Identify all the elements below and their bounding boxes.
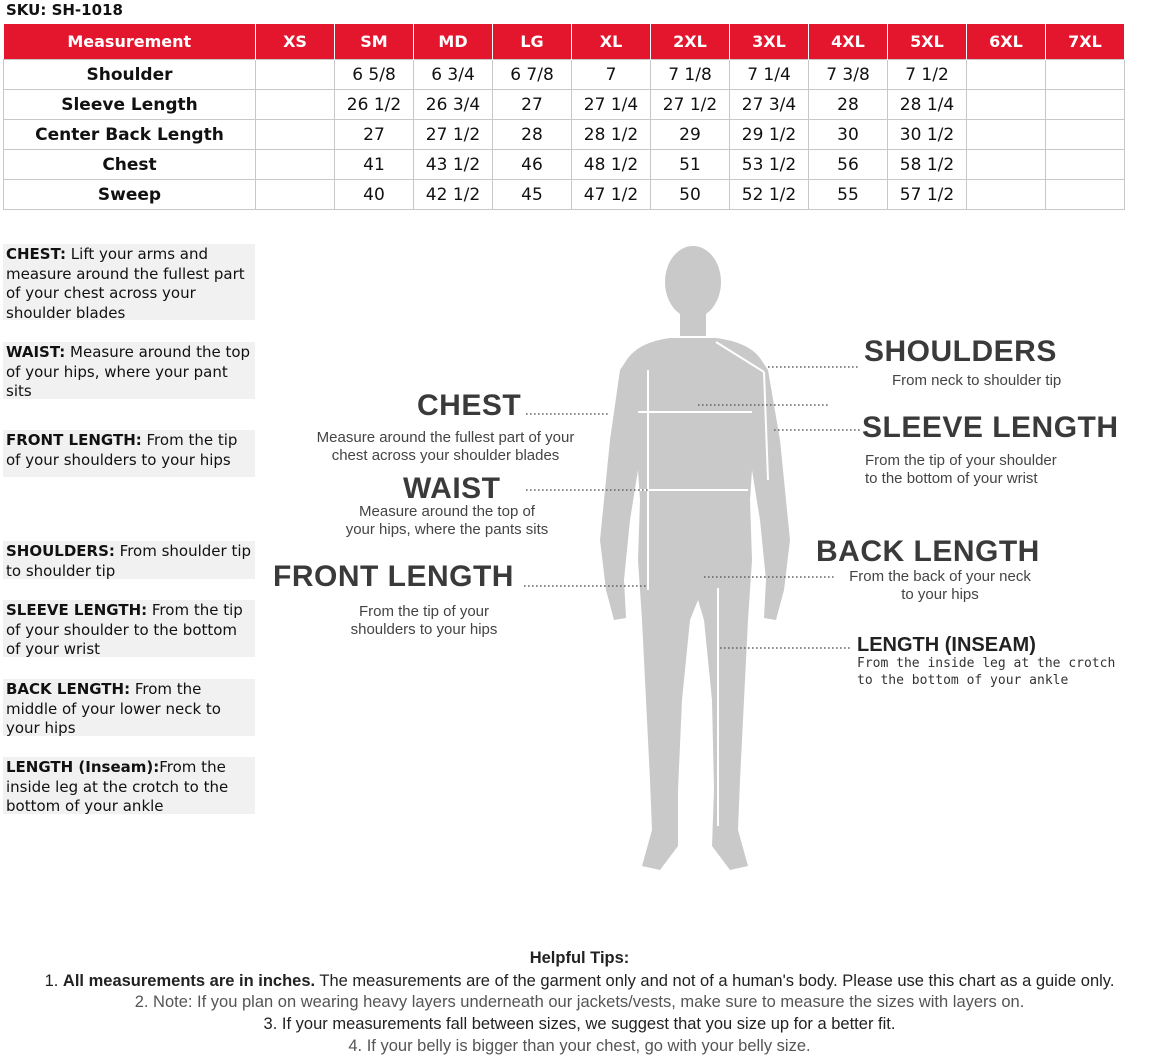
header-cell: 4XL	[809, 24, 888, 60]
table-row	[4, 120, 1125, 150]
tip-3: 3. If your measurements fall between sizes, we suggest that you size up for a better fit.	[263, 1015, 896, 1033]
figure-measure-guides	[638, 342, 768, 826]
header-cell: Measurement	[4, 24, 256, 60]
table-cell: 47 1/2	[572, 180, 651, 210]
waist-title: WAIST	[403, 472, 501, 505]
table-cell: 7	[572, 60, 651, 90]
guide-term: LENGTH (Inseam):	[6, 758, 160, 776]
tip-2: 2. Note: If you plan on wearing heavy layers underneath our jackets/vests, make sure to measure the sizes with layers on.	[134, 993, 1025, 1011]
table-cell: 28	[809, 90, 888, 120]
guide-term: WAIST:	[6, 343, 66, 361]
inseam-title: LENGTH (INSEAM)	[857, 634, 1036, 656]
table-cell: 53 1/2	[730, 150, 809, 180]
table-cell: 40	[335, 180, 414, 210]
guide-inseam	[3, 757, 255, 814]
table-cell: 7 1/2	[888, 60, 967, 90]
table-cell	[967, 60, 1046, 90]
waist-desc: Measure around the top of your hips, where the pants sits	[345, 503, 549, 538]
table-cell	[1046, 180, 1125, 210]
guide-term: CHEST:	[6, 245, 67, 263]
table-cell: 56	[809, 150, 888, 180]
table-cell: 28	[493, 120, 572, 150]
guide-text: From the tip of your shoulders to your hips	[6, 431, 238, 469]
table-cell: 57 1/2	[888, 180, 967, 210]
table-cell: 26 1/2	[335, 90, 414, 120]
table-cell	[967, 90, 1046, 120]
table-cell: 51	[651, 150, 730, 180]
guide-sleeve-length	[3, 600, 255, 657]
table-cell: 29 1/2	[730, 120, 809, 150]
guide-term: BACK LENGTH:	[6, 680, 131, 698]
table-cell: 7 3/8	[809, 60, 888, 90]
table-cell: 52 1/2	[730, 180, 809, 210]
table-cell	[1046, 60, 1125, 90]
inseam-desc: From the inside leg at the crotch to the bottom of your ankle	[857, 656, 1116, 688]
table-cell: 27 1/2	[414, 120, 493, 150]
shoulders-desc: From neck to shoulder tip	[892, 372, 1062, 389]
human-silhouette-icon	[600, 246, 790, 870]
tip-4: 4. If your belly is bigger than your chest, go with your belly size.	[348, 1037, 811, 1055]
table-cell	[967, 120, 1046, 150]
row-label: Sleeve Length	[4, 90, 256, 120]
chest-desc: Measure around the fullest part of your chest across your shoulder blades	[316, 429, 575, 464]
header-cell: SM	[335, 24, 414, 60]
table-cell: 26 3/4	[414, 90, 493, 120]
shoulders-title: SHOULDERS	[864, 335, 1057, 368]
table-cell: 48 1/2	[572, 150, 651, 180]
header-cell: 6XL	[967, 24, 1046, 60]
table-cell: 27 3/4	[730, 90, 809, 120]
row-label: Sweep	[4, 180, 256, 210]
table-cell: 41	[335, 150, 414, 180]
header-cell: 7XL	[1046, 24, 1125, 60]
table-cell	[967, 180, 1046, 210]
guide-term: FRONT LENGTH:	[6, 431, 142, 449]
guide-waist	[3, 342, 255, 399]
back-length-desc: From the back of your neck to your hips	[849, 568, 1031, 603]
back-length-title: BACK LENGTH	[816, 535, 1040, 568]
table-cell	[1046, 150, 1125, 180]
table-cell	[256, 60, 335, 90]
table-row	[4, 180, 1125, 210]
guide-text: From the tip of your shoulder to the bottom of your wrist	[6, 601, 243, 657]
guide-shoulders	[3, 541, 255, 579]
guide-chest	[3, 244, 255, 320]
table-cell	[256, 180, 335, 210]
table-cell: 27	[335, 120, 414, 150]
table-cell	[1046, 120, 1125, 150]
header-cell: 3XL	[730, 24, 809, 60]
table-cell: 46	[493, 150, 572, 180]
size-chart-table	[3, 24, 1125, 210]
table-cell: 27 1/2	[651, 90, 730, 120]
guide-text: Lift your arms and measure around the fullest part of your chest across your shoulder blades	[6, 245, 245, 320]
guide-front-length	[3, 430, 255, 477]
table-cell: 42 1/2	[414, 180, 493, 210]
table-cell: 6 7/8	[493, 60, 572, 90]
table-cell	[1046, 90, 1125, 120]
table-row	[4, 90, 1125, 120]
table-row	[4, 150, 1125, 180]
guide-text: Measure around the top of your hips, where your pant sits	[6, 343, 251, 399]
chest-title: CHEST	[417, 389, 522, 422]
header-cell: XL	[572, 24, 651, 60]
header-cell: 5XL	[888, 24, 967, 60]
sleeve-title: SLEEVE LENGTH	[862, 411, 1119, 444]
table-cell: 28 1/4	[888, 90, 967, 120]
table-cell: 58 1/2	[888, 150, 967, 180]
table-row	[4, 60, 1125, 90]
table-cell: 27	[493, 90, 572, 120]
table-cell: 6 3/4	[414, 60, 493, 90]
table-cell: 7 1/8	[651, 60, 730, 90]
table-cell: 43 1/2	[414, 150, 493, 180]
table-cell	[256, 150, 335, 180]
tips-heading: Helpful Tips:	[529, 949, 630, 967]
table-cell: 55	[809, 180, 888, 210]
header-cell: 2XL	[651, 24, 730, 60]
guide-text: From the middle of your lower neck to your hips	[6, 680, 221, 736]
table-cell: 30 1/2	[888, 120, 967, 150]
guide-text: From shoulder tip to shoulder tip	[6, 542, 252, 579]
header-cell: MD	[414, 24, 493, 60]
table-cell: 29	[651, 120, 730, 150]
table-cell: 7 1/4	[730, 60, 809, 90]
table-cell: 50	[651, 180, 730, 210]
header-cell: LG	[493, 24, 572, 60]
table-cell: 6 5/8	[335, 60, 414, 90]
guide-term: SLEEVE LENGTH:	[6, 601, 148, 619]
header-cell: XS	[256, 24, 335, 60]
row-label: Chest	[4, 150, 256, 180]
row-label: Shoulder	[4, 60, 256, 90]
row-label: Center Back Length	[4, 120, 256, 150]
front-length-desc: From the tip of your shoulders to your hips	[350, 603, 498, 638]
guide-term: SHOULDERS:	[6, 542, 115, 560]
table-cell	[256, 90, 335, 120]
table-cell	[256, 120, 335, 150]
table-cell: 28 1/2	[572, 120, 651, 150]
table-header-row	[4, 24, 1125, 60]
guide-back-length	[3, 679, 255, 736]
table-cell	[967, 150, 1046, 180]
table-cell: 45	[493, 180, 572, 210]
guide-text: From the inside leg at the crotch to the bottom of your ankle	[6, 758, 229, 814]
table-cell: 27 1/4	[572, 90, 651, 120]
front-length-title: FRONT LENGTH	[273, 560, 514, 593]
leader-lines	[524, 367, 860, 648]
sleeve-desc: From the tip of your shoulder to the bottom of your wrist	[865, 452, 1057, 487]
tip-1: 1. All measurements are in inches. The measurements are of the garment only and not of a human's body. Please use this chart as a guide only.	[44, 972, 1115, 990]
sku-label: SKU: SH-1018	[6, 1, 123, 19]
table-cell: 30	[809, 120, 888, 150]
